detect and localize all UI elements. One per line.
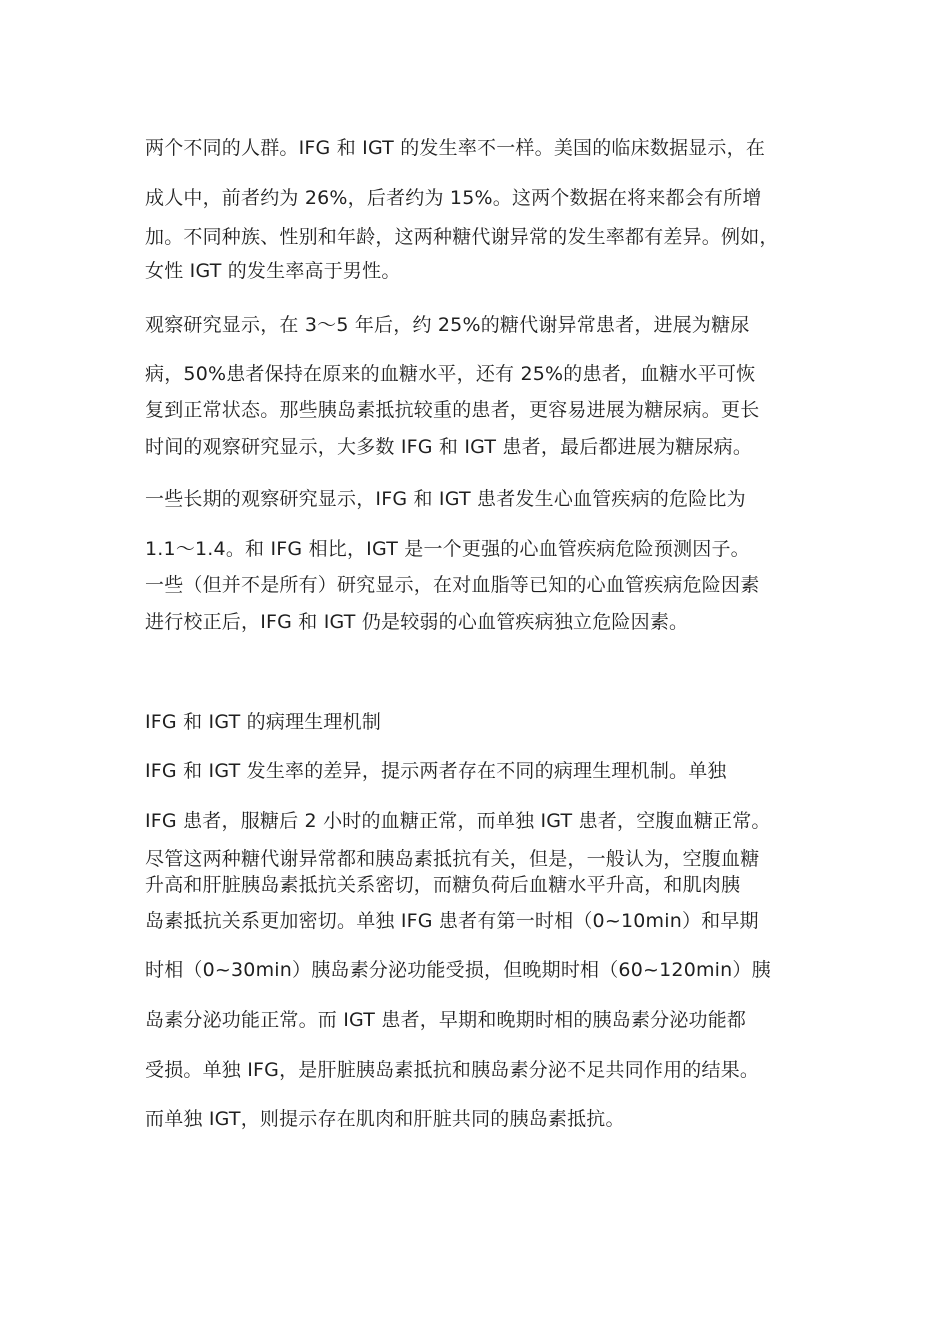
- text-line: 1.1～1.4。和 IFG 相比，IGT 是一个更强的心血管疾病危险预测因子。: [145, 538, 750, 560]
- text-line: 一些（但并不是所有）研究显示，在对血脂等已知的心血管疾病危险因素: [145, 574, 760, 596]
- text-line: 病，50%患者保持在原来的血糖水平，还有 25%的患者，血糖水平可恢: [145, 363, 756, 385]
- text-line: 观察研究显示，在 3～5 年后，约 25%的糖代谢异常患者，进展为糖尿: [145, 314, 750, 336]
- text-line: IFG 患者，服糖后 2 小时的血糖正常，而单独 IGT 患者，空腹血糖正常。: [145, 810, 771, 832]
- section-heading: IFG 和 IGT 的病理生理机制: [145, 711, 382, 733]
- text-line: 时相（0~30min）胰岛素分泌功能受损，但晚期时相（60~120min）胰: [145, 959, 771, 981]
- text-line: 一些长期的观察研究显示，IFG 和 IGT 患者发生心血管疾病的危险比为: [145, 488, 746, 510]
- text-line: 升高和肝脏胰岛素抵抗关系密切，而糖负荷后血糖水平升高，和肌肉胰: [145, 874, 741, 896]
- text-line: 成人中，前者约为 26%，后者约为 15%。这两个数据在将来都会有所增: [145, 187, 762, 209]
- text-line: 岛素抵抗关系更加密切。单独 IFG 患者有第一时相（0~10min）和早期: [145, 910, 759, 932]
- text-line: 女性 IGT 的发生率高于男性。: [145, 260, 401, 282]
- text-line: 两个不同的人群。IFG 和 IGT 的发生率不一样。美国的临床数据显示，在: [145, 137, 766, 159]
- text-line: 岛素分泌功能正常。而 IGT 患者，早期和晚期时相的胰岛素分泌功能都: [145, 1009, 747, 1031]
- text-line: 尽管这两种糖代谢异常都和胰岛素抵抗有关，但是，一般认为，空腹血糖: [145, 848, 760, 870]
- text-line: 复到正常状态。那些胰岛素抵抗较重的患者，更容易进展为糖尿病。更长: [145, 399, 760, 421]
- text-line: 时间的观察研究显示，大多数 IFG 和 IGT 患者，最后都进展为糖尿病。: [145, 436, 753, 458]
- text-line: 受损。单独 IFG，是肝脏胰岛素抵抗和胰岛素分泌不足共同作用的结果。: [145, 1059, 760, 1081]
- text-line: 进行校正后，IFG 和 IGT 仍是较弱的心血管疾病独立危险因素。: [145, 611, 689, 633]
- text-line: IFG 和 IGT 发生率的差异，提示两者存在不同的病理生理机制。单独: [145, 760, 727, 782]
- text-line: 而单独 IGT，则提示存在肌肉和肝脏共同的胰岛素抵抗。: [145, 1108, 625, 1130]
- text-line: 加。不同种族、性别和年龄，这两种糖代谢异常的发生率都有差异。例如，: [145, 226, 779, 248]
